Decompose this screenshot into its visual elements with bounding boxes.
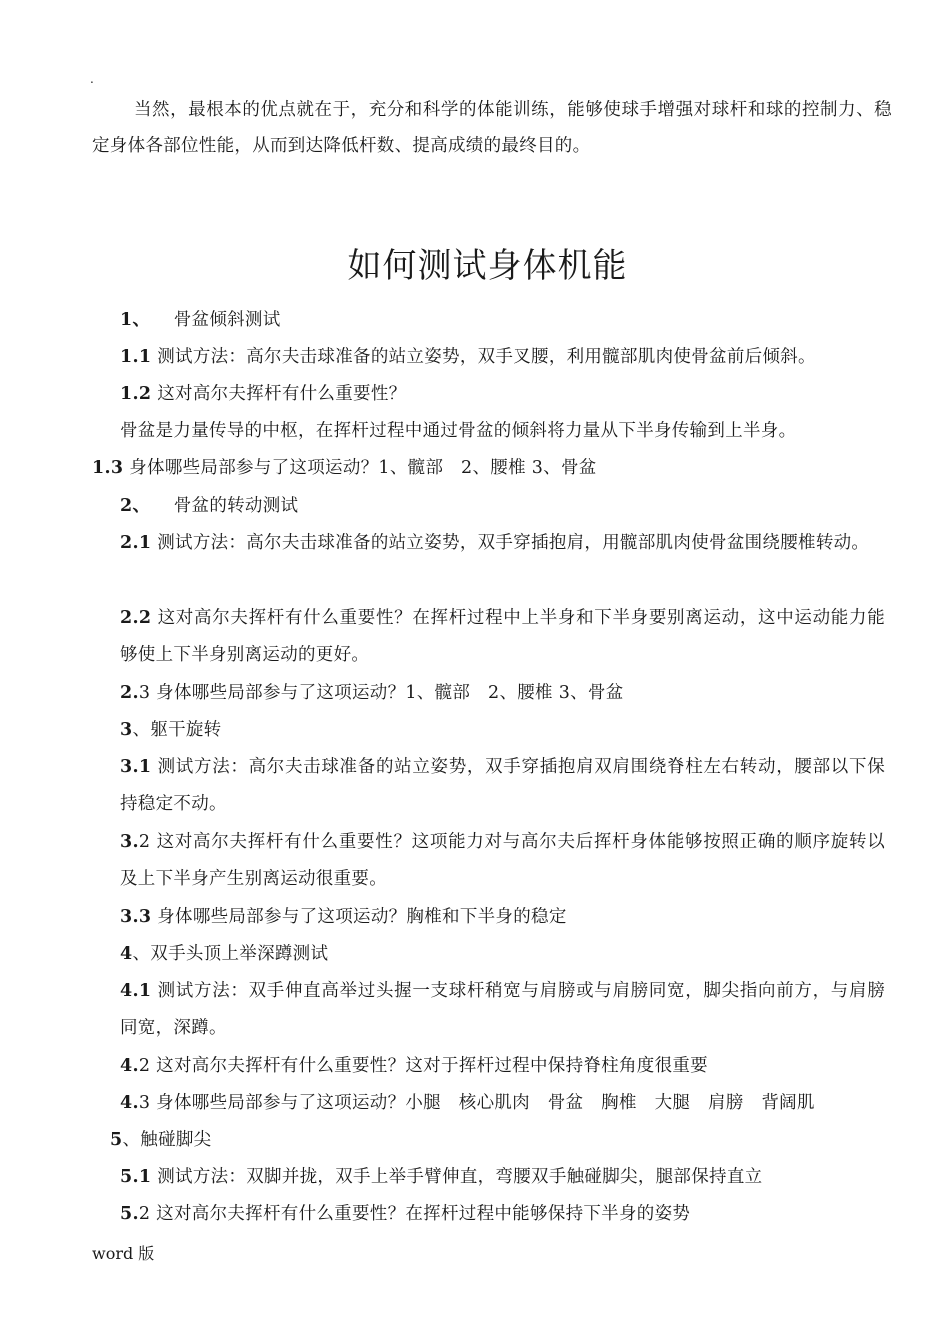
item-3-3-number: 3.3: [120, 907, 152, 927]
item-2-2-number: 2.2: [120, 608, 152, 628]
page-footer: word 版: [92, 1244, 155, 1263]
section-4-heading: [120, 936, 328, 973]
item-4-1: [120, 973, 885, 1047]
item-3-2-number: 3.: [120, 832, 139, 852]
section-5-heading: [110, 1122, 211, 1159]
page-dot: .: [90, 72, 94, 86]
item-5-2-text: 2 这对高尔夫挥杆有什么重要性？在挥杆过程中能够保持下半身的姿势: [138, 1204, 691, 1224]
item-2-1-number: 2.1: [120, 533, 152, 553]
item-4-2-text: 2 这对高尔夫挥杆有什么重要性？这对于挥杆过程中保持脊柱角度很重要: [138, 1056, 708, 1076]
intro-paragraph: 当然，最根本的优点就在于，充分和科学的体能训练，能够使球手增强对球杆和球的控制力、稳定身体各部位性能，从而到达降低杆数、提高成绩的最终目的。: [92, 100, 892, 156]
item-1-3-number: 1.3: [92, 458, 124, 478]
item-4-3-number: 4.: [120, 1093, 139, 1113]
section-1-title: 骨盆倾斜测试: [173, 310, 281, 330]
item-4-1-text: 测试方法：双手伸直高举过头握一支球杆稍宽与肩膀或与肩膀同宽，脚尖指向前方，与肩膀同宽，深蹲。: [120, 981, 885, 1038]
item-2-1: [120, 525, 885, 562]
item-1-1-text: 测试方法：高尔夫击球准备的站立姿势，双手叉腰，利用髋部肌肉使骨盆前后倾斜。: [151, 347, 816, 367]
section-3-number: 3: [120, 720, 133, 740]
item-5-1: [120, 1159, 762, 1196]
item-2-3-number: 2.: [120, 683, 139, 703]
item-3-3-text: 身体哪些局部参与了这项运动？胸椎和下半身的稳定: [151, 907, 567, 927]
section-2-heading: [120, 488, 298, 525]
item-1-2-text: 这对高尔夫挥杆有什么重要性？: [151, 384, 407, 404]
item-1-2: [120, 376, 406, 413]
item-4-3-text: 3 身体哪些局部参与了这项运动？小腿 核心肌肉 骨盆 胸椎 大腿 肩膀 背阔肌: [138, 1093, 815, 1113]
item-3-2-text: 2 这对高尔夫挥杆有什么重要性？这项能力对与高尔夫后挥杆身体能够按照正确的顺序旋转以及上下半身产生别离运动很重要。: [120, 832, 885, 889]
item-3-1-text: 测试方法：高尔夫击球准备的站立姿势，双手穿插抱肩双肩围绕脊柱左右转动，腰部以下保持稳定不动。: [120, 757, 885, 814]
section-1-heading: [120, 302, 281, 339]
item-5-2: [120, 1196, 690, 1233]
section-4-title: 、双手头顶上举深蹲测试: [132, 944, 329, 964]
item-3-3: [120, 899, 567, 936]
item-4-1-number: 4.1: [120, 981, 152, 1001]
item-3-1-number: 3.1: [120, 757, 152, 777]
item-3-2: [120, 824, 885, 898]
section-3-title: 、躯干旋转: [132, 720, 222, 740]
item-1-1-number: 1.1: [120, 347, 152, 367]
item-5-2-number: 5.: [120, 1204, 139, 1224]
section-2-number: 2、: [120, 496, 151, 516]
item-5-1-number: 5.1: [120, 1167, 152, 1187]
item-1-3: [92, 450, 597, 487]
section-1-number: 1、: [120, 310, 151, 330]
item-1-2-number: 1.2: [120, 384, 152, 404]
page-title: 如何测试身体机能: [347, 246, 628, 286]
item-2-2: [120, 600, 885, 674]
item-1-1: [120, 339, 816, 376]
section-5-number: 5: [110, 1130, 123, 1150]
section-5-title: 、触碰脚尖: [122, 1130, 212, 1150]
item-3-1: [120, 749, 885, 823]
section-2-title: 骨盆的转动测试: [173, 496, 299, 516]
item-4-2-number: 4.: [120, 1056, 139, 1076]
section-3-heading: [120, 712, 221, 749]
item-2-3-text: 3 身体哪些局部参与了这项运动？1、髋部 2、腰椎 3、骨盆: [138, 683, 624, 703]
item-4-3: [120, 1085, 815, 1122]
item-1-3-text: 身体哪些局部参与了这项运动？1、髋部 2、腰椎 3、骨盆: [123, 458, 597, 478]
section-4-number: 4: [120, 944, 133, 964]
item-2-3: [120, 675, 624, 712]
item-5-1-text: 测试方法：双脚并拢，双手上举手臂伸直，弯腰双手触碰脚尖，腿部保持直立: [151, 1167, 763, 1187]
item-4-2: [120, 1048, 708, 1085]
item-1-2-answer: 骨盆是力量传导的中枢，在挥杆过程中通过骨盆的倾斜将力量从下半身传输到上半身。: [120, 421, 797, 441]
item-2-1-text: 测试方法：高尔夫击球准备的站立姿势，双手穿插抱肩，用髋部肌肉使骨盆围绕腰椎转动。: [151, 533, 870, 553]
item-2-2-text: 这对高尔夫挥杆有什么重要性？在挥杆过程中上半身和下半身要别离运动，这中运动能力能够使上下半身别离运动的更好。: [120, 608, 885, 665]
